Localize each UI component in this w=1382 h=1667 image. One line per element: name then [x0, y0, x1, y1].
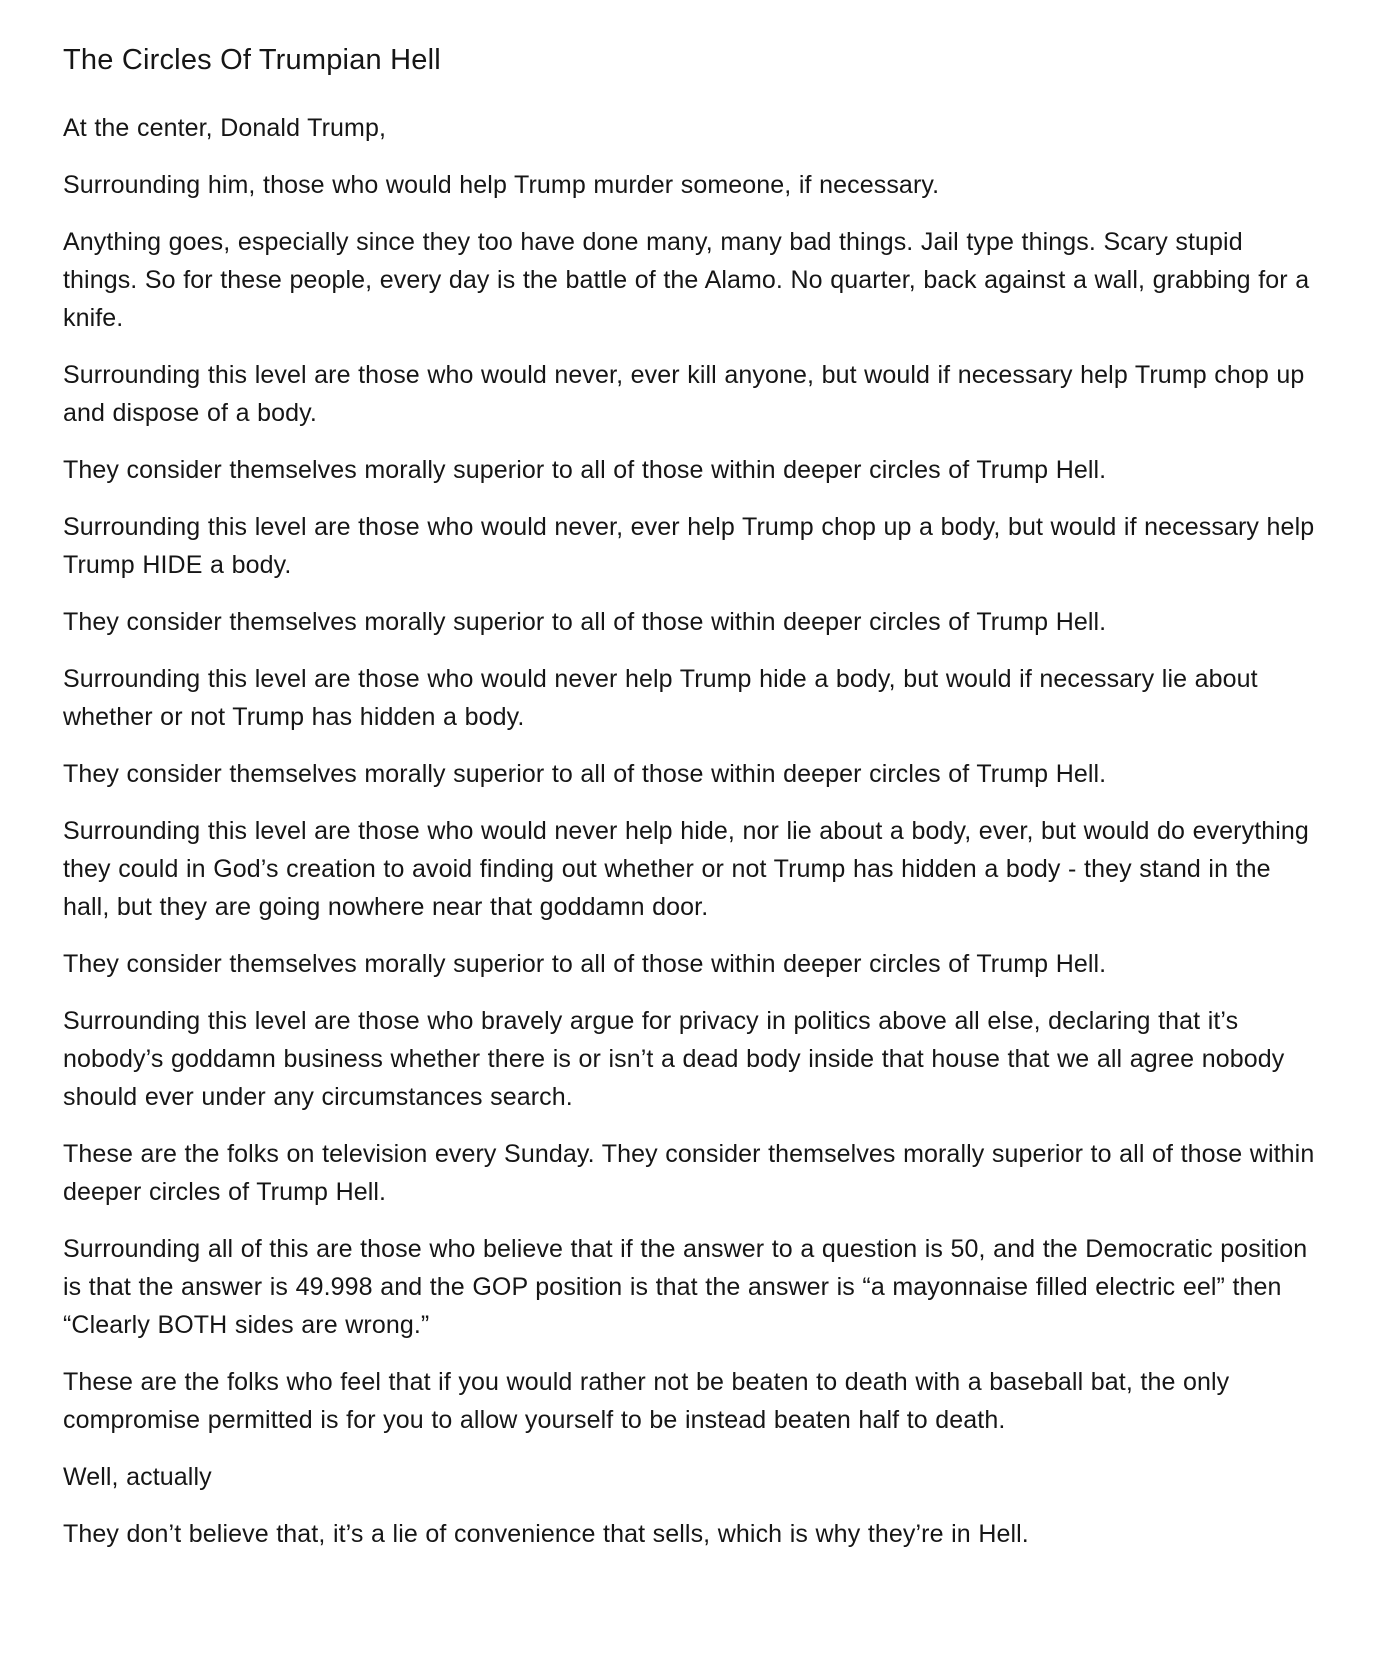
paragraph-circle-5: Surrounding this level are those who would never help hide, nor lie about a body, ever, but would do everything they could in God’s creation to avoid finding out whether or not Trump has hidden a body - they stand in the hall, but they are going nowhere near that goddamn door. [63, 817, 1309, 921]
paragraph-morally-superior-1: They consider themselves morally superior to all of those within deeper circles of Trump Hell. [63, 456, 1107, 484]
paragraph-morally-superior-4: They consider themselves morally superior to all of those within deeper circles of Trump Hell. [63, 950, 1107, 978]
paragraph-lie-of-convenience: They don’t believe that, it’s a lie of convenience that sells, which is why they’re in Hell. [63, 1520, 1029, 1548]
document-title: The Circles Of Trumpian Hell [63, 44, 441, 76]
paragraph-center: At the center, Donald Trump, [63, 114, 387, 142]
paragraph-circle-3: Surrounding this level are those who would never, ever help Trump chop up a body, but would if necessary help Trump HIDE a body. [63, 513, 1315, 579]
paragraph-both-sides: Surrounding all of this are those who believe that if the answer to a question is 50, and the Democratic position is that the answer is 49.998 and the GOP position is that the answer is “a mayonnaise filled electric eel” then “Clearly BOTH sides are wrong.” [63, 1235, 1308, 1339]
paragraph-morally-superior-2: They consider themselves morally superior to all of those within deeper circles of Trump Hell. [63, 608, 1107, 636]
paragraph-circle-6-privacy: Surrounding this level are those who bravely argue for privacy in politics above all else, declaring that it’s nobody’s goddamn business whether there is or isn’t a dead body inside that house that we all agree nobody should ever under any circumstances search. [63, 1007, 1285, 1111]
paragraph-baseball-bat: These are the folks who feel that if you would rather not be beaten to death with a baseball bat, the only compromise permitted is for you to allow yourself to be instead beaten half to death. [63, 1368, 1230, 1434]
paragraph-television-sunday: These are the folks on television every Sunday. They consider themselves morally superior to all of those within deeper circles of Trump Hell. [63, 1140, 1315, 1206]
paragraph-circle-1: Surrounding him, those who would help Trump murder someone, if necessary. [63, 171, 940, 199]
paragraph-morally-superior-3: They consider themselves morally superior to all of those within deeper circles of Trump Hell. [63, 760, 1107, 788]
paragraph-circle-2: Surrounding this level are those who would never, ever kill anyone, but would if necessary help Trump chop up and dispose of a body. [63, 361, 1305, 427]
paragraph-well-actually: Well, actually [63, 1463, 212, 1491]
paragraph-anything-goes: Anything goes, especially since they too have done many, many bad things. Jail type things. Scary stupid things. So for these people, every day is the battle of the Alamo. No quarter, back against a wall, grabbing for a knife. [63, 228, 1310, 332]
paragraph-circle-4: Surrounding this level are those who would never help Trump hide a body, but would if necessary lie about whether or not Trump has hidden a body. [63, 665, 1258, 731]
